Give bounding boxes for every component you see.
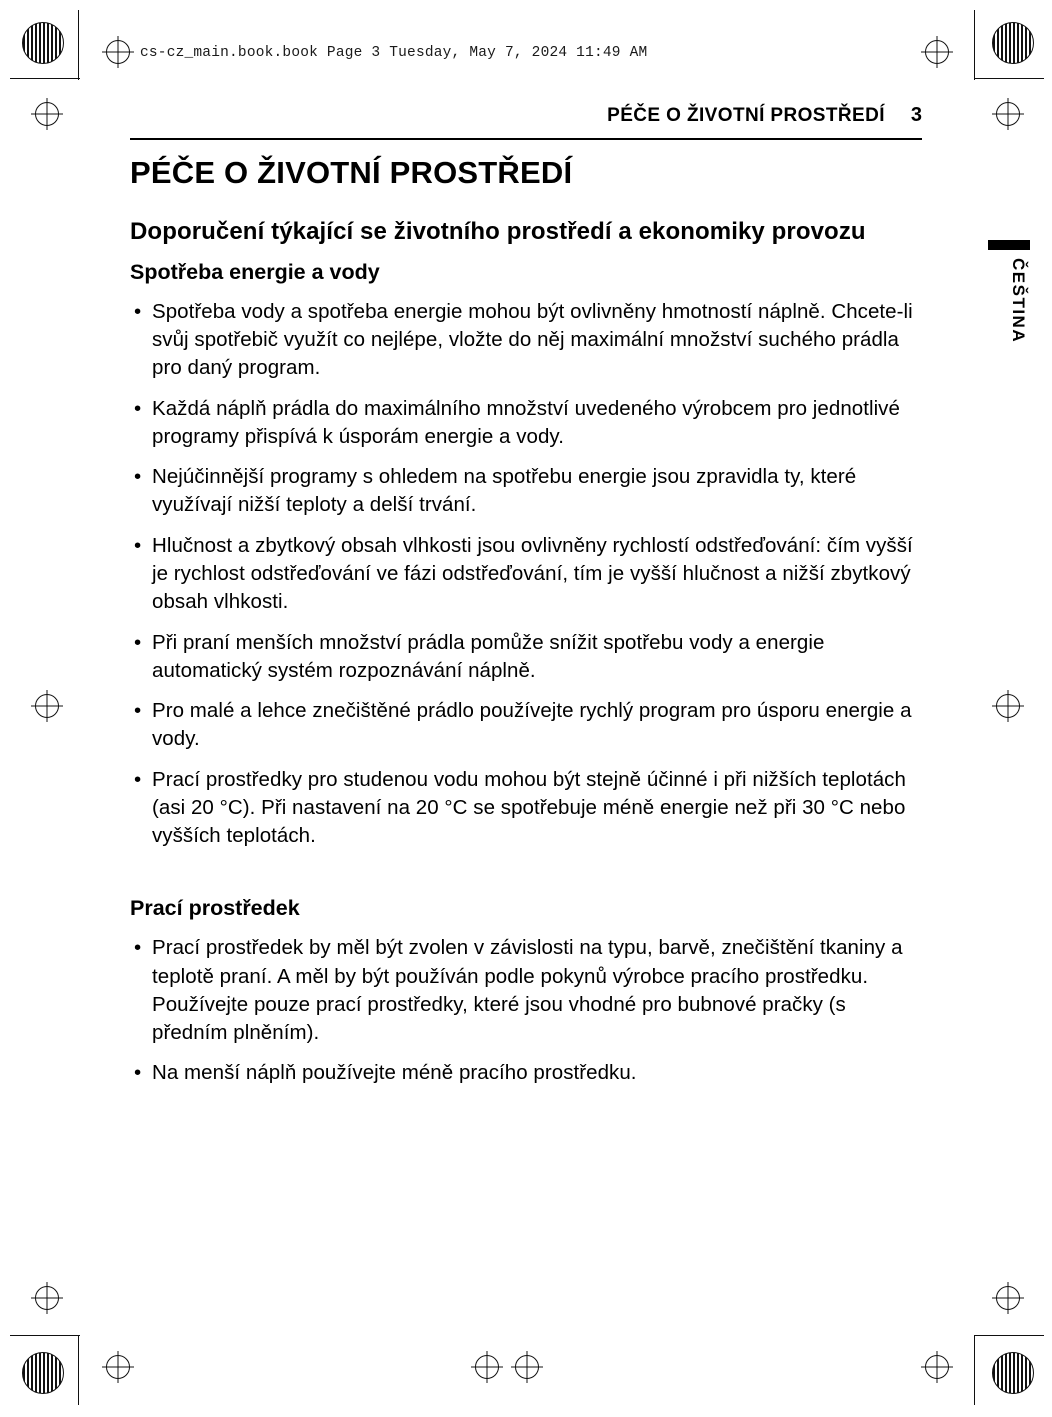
crop-mark-top-right-horizontal — [974, 78, 1044, 79]
list-item — [130, 934, 920, 1047]
registration-target-bottom-left — [35, 1286, 59, 1310]
list-item — [130, 463, 920, 520]
bullet-icon: • — [134, 299, 142, 323]
registration-target-top-inner-right — [925, 40, 949, 64]
subsection-heading-detergent: Prací prostředek — [130, 896, 300, 921]
registration-mark-top-left — [22, 22, 64, 64]
registration-target-top-left — [35, 102, 59, 126]
bullet-icon: • — [134, 630, 142, 654]
list-item — [130, 532, 920, 617]
list-item-text: Každá náplň prádla do maximálního množství uvedeného výrobcem pro jednotlivé programy přispívá k úsporám energie a vody. — [152, 396, 900, 448]
page-number: 3 — [910, 104, 922, 126]
file-stamp: cs-cz_main.book.book Page 3 Tuesday, May 7, 2024 11:49 AM — [140, 45, 648, 61]
registration-target-bottom-right — [996, 1286, 1020, 1310]
running-head-title: PÉČE O ŽIVOTNÍ PROSTŘEDÍ — [607, 105, 885, 126]
list-item-text: Při praní menších množství prádla pomůže snížit spotřebu vody a energie automatický systém rozpoznávání náplně. — [152, 630, 825, 682]
registration-target-bottom-center — [515, 1355, 539, 1379]
list-item-text: Pro malé a lehce znečištěné prádlo používejte rychlý program pro úsporu energie a vody. — [152, 699, 912, 751]
bullet-icon: • — [134, 533, 142, 557]
list-item — [130, 766, 920, 851]
bullet-list-energy-water — [130, 298, 920, 851]
bullet-icon: • — [134, 699, 142, 723]
bullet-icon: • — [134, 936, 142, 960]
list-item-text: Hlučnost a zbytkový obsah vlhkosti jsou ovlivněny rychlostí odstřeďování: čím vyšší je rychlost odstřeďování ve fázi odstřeďování, tím je vyšší hlučnost a nižší zbytkový obsah vlhkosti. — [152, 533, 913, 614]
crop-mark-bottom-right-vertical — [974, 1335, 975, 1405]
list-item-text: Prací prostředek by měl být zvolen v závislosti na typu, barvě, znečištění tkaniny a teplotě praní. A měl by být používán podle pokynů výrobce pracího prostředku. Používejte pouze prací prostředky, které jsou vhodné pro bubnové pračky (s předním plněním). — [152, 936, 903, 1045]
page-title: PÉČE O ŽIVOTNÍ PROSTŘEDÍ — [130, 155, 573, 190]
side-tab-label: ČEŠTINA — [1009, 258, 1028, 344]
list-item-text: Spotřeba vody a spotřeba energie mohou být ovlivněny hmotností náplně. Chcete-li svůj spotřebič využít co nejlépe, vložte do něj maximální množství suchého prádla pro daný program. — [152, 299, 913, 380]
crop-mark-bottom-left-vertical — [78, 1335, 79, 1405]
list-item-text: Nejúčinnější programy s ohledem na spotřebu energie jsou zpravidla ty, které využívají nižší teploty a delší trvání. — [152, 465, 857, 517]
list-item-text: Prací prostředky pro studenou vodu mohou být stejně účinné i při nižších teplotách (asi 20 °C). Při nastavení na 20 °C se spotřebuje méně energie než při 30 °C nebo vyšších teplotách. — [152, 767, 906, 848]
registration-target-bottom-center-left — [475, 1355, 499, 1379]
running-head — [130, 104, 922, 127]
bullet-icon: • — [134, 396, 142, 420]
list-item — [130, 697, 920, 754]
crop-mark-top-right-vertical — [974, 10, 975, 80]
list-item — [130, 629, 920, 686]
crop-mark-top-left-vertical — [78, 10, 79, 80]
registration-target-mid-right — [996, 694, 1020, 718]
side-tab-marker — [988, 240, 1030, 250]
bullet-icon: • — [134, 767, 142, 791]
crop-mark-bottom-left-horizontal — [10, 1335, 80, 1336]
registration-mark-bottom-right — [992, 1352, 1034, 1394]
registration-mark-top-right — [992, 22, 1034, 64]
section-heading: Doporučení týkající se životního prostředí a ekonomiky provozu — [130, 217, 866, 245]
list-item — [130, 395, 920, 452]
crop-mark-bottom-right-horizontal — [974, 1335, 1044, 1336]
registration-target-bottom-inner-left — [106, 1355, 130, 1379]
bullet-list-detergent — [130, 934, 920, 1087]
list-item — [130, 1059, 920, 1087]
list-item-text: Na menší náplň používejte méně pracího prostředku. — [152, 1061, 637, 1085]
subsection-heading-energy-water: Spotřeba energie a vody — [130, 259, 380, 284]
registration-mark-bottom-left — [22, 1352, 64, 1394]
list-item — [130, 298, 920, 383]
registration-target-top-right — [996, 102, 1020, 126]
registration-target-bottom-inner-right — [925, 1355, 949, 1379]
crop-mark-top-left-horizontal — [10, 78, 80, 79]
registration-target-top-inner-left — [106, 40, 130, 64]
bullet-icon: • — [134, 1061, 142, 1085]
header-divider — [130, 138, 922, 140]
bullet-icon: • — [134, 465, 142, 489]
registration-target-mid-left — [35, 694, 59, 718]
page-content — [130, 155, 920, 1100]
